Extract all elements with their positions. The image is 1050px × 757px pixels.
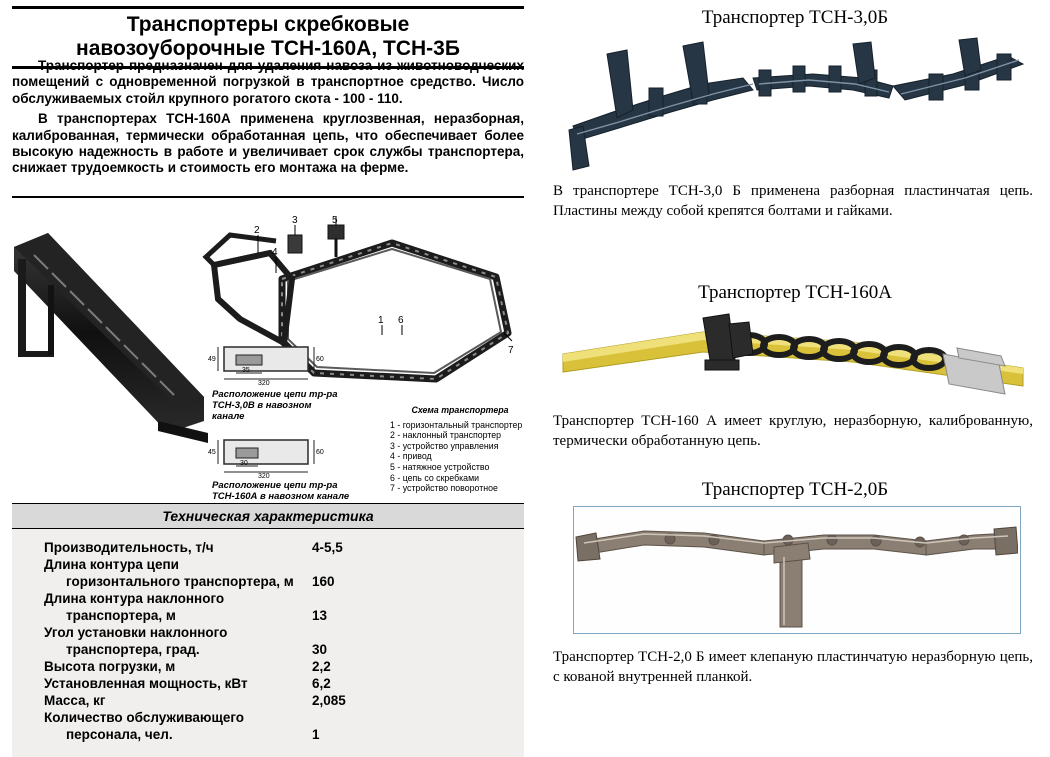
svg-text:320: 320 — [258, 473, 270, 478]
drawings-area — [0, 205, 535, 502]
table-body — [12, 529, 524, 757]
technical-specs-table — [12, 503, 524, 757]
photo-tsn160a — [553, 308, 1037, 408]
svg-text:3: 3 — [292, 215, 298, 226]
spec-value: 6,2 — [312, 676, 331, 691]
table-row — [12, 539, 524, 556]
chain-section-drawing-1 — [206, 337, 326, 390]
spec-label: Длина контура наклонного — [44, 591, 225, 606]
legend-item: 2 - наклонный транспортер — [390, 430, 502, 441]
svg-text:2: 2 — [254, 225, 260, 236]
photo-title-tsn30b: Транспортер ТСН-3,0Б — [701, 7, 889, 28]
spec-value: 2,2 — [312, 659, 331, 674]
spec-value: 2,085 — [312, 693, 346, 708]
photo-tsn30b — [553, 34, 1037, 174]
svg-text:6: 6 — [398, 315, 404, 326]
table-row — [12, 675, 524, 692]
photo-tsn20b — [573, 506, 1021, 634]
spec-label: Производительность, т/ч — [44, 540, 214, 555]
caption-chain-tsn160a: Расположение цепи тр-ра ТСН-160А в навозном канале — [212, 480, 350, 502]
spec-value: 160 — [312, 574, 335, 589]
legend-item: 5 - натяжное устройство — [390, 461, 490, 472]
left-column — [0, 0, 535, 742]
legend-title: Схема транспортера — [411, 405, 509, 415]
spec-label: Угол установки наклонного — [44, 625, 228, 640]
right-column — [535, 0, 1050, 738]
intro-paragraph-2: В транспортерах ТСН-160А применена круглозвенная, неразборная, калиброванная, термически обработанная цепь, что обеспечивает более высокую надежность в работе и увеличивает срок службы транспортера, снижает трудоемкость и стоимость его монтажа на ферме. — [12, 111, 524, 176]
photo-caption-tsn30b: В транспортере ТСН-3,0 Б применена разборная пластинчатая цепь. Пластины между собой крепятся болтами и гайками. — [553, 183, 1033, 219]
photo-title-tsn20b: Транспортер ТСН-2,0Б — [701, 479, 889, 500]
table-header: Техническая характеристика — [12, 503, 524, 529]
spec-label-cont: персонала, чел. — [66, 727, 173, 742]
intro-text — [12, 58, 524, 181]
chain-section-drawing-2 — [206, 430, 326, 483]
spec-value: 13 — [312, 608, 328, 623]
intro-paragraph-1: Транспортер предназначен для удаления навоза из животноводческих помещений с одновременной погрузкой в транспортное средство. Число обслуживаемых стойл крупного рогатого скота - 100 - 110. — [12, 58, 524, 106]
table-row — [12, 658, 524, 675]
table-row — [12, 556, 524, 590]
title-line-2: навозоуборочные ТСН-160А, ТСН-3Б — [76, 37, 460, 60]
spec-value: 30 — [312, 642, 328, 657]
svg-text:7: 7 — [508, 345, 514, 356]
spec-label: Высота погрузки, м — [44, 659, 176, 674]
svg-text:60: 60 — [316, 449, 324, 456]
legend-item: 7 - устройство поворотное — [390, 483, 498, 494]
spec-label: Установленная мощность, кВт — [44, 676, 248, 691]
spec-label-cont: горизонтального транспортера, м — [66, 574, 294, 589]
svg-text:45: 45 — [208, 449, 216, 456]
svg-text:5: 5 — [332, 215, 338, 226]
svg-text:49: 49 — [208, 356, 216, 363]
table-row — [12, 590, 524, 624]
legend-item: 4 - привод — [390, 451, 432, 462]
title-line-1: Транспортеры скребковые — [126, 13, 410, 36]
scheme-legend — [390, 405, 530, 494]
svg-text:1: 1 — [378, 315, 384, 326]
spec-value: 4-5,5 — [312, 540, 343, 555]
photo-title-tsn160a: Транспортер ТСН-160А — [698, 282, 892, 303]
spec-label: Количество обслуживающего — [44, 710, 245, 725]
photo-caption-tsn20b: Транспортер ТСН-2,0 Б имеет клепаную пластинчатую неразборную цепь, с кованой внутренней планкой. — [553, 649, 1033, 685]
spec-label-cont: транспортера, град. — [66, 642, 200, 657]
table-row — [12, 692, 524, 709]
spec-label: Масса, кг — [44, 693, 106, 708]
legend-item: 3 - устройство управления — [390, 440, 499, 451]
svg-text:320: 320 — [258, 380, 270, 385]
svg-text:35: 35 — [242, 367, 250, 374]
inclined-conveyor-illustration — [8, 225, 218, 455]
legend-item: 6 - цепь со скребками — [390, 472, 480, 483]
table-row — [12, 624, 524, 658]
svg-text:30: 30 — [240, 460, 248, 467]
spec-label-cont: транспортера, м — [66, 608, 176, 623]
svg-text:60: 60 — [316, 356, 324, 363]
svg-text:4: 4 — [272, 247, 278, 258]
spec-value: 1 — [312, 727, 320, 742]
legend-item: 1 - горизонтальный транспортер — [390, 419, 523, 430]
photo-caption-tsn160a: Транспортер ТСН-160 А имеет круглую, неразборную, калиброванную, термически обработанную цепь. — [553, 413, 1033, 449]
spec-label: Длина контура цепи — [44, 557, 179, 572]
divider-rule — [12, 196, 524, 198]
caption-chain-tsn30v: Расположение цепи тр-ра ТСН-3,0В в навозном канале — [212, 389, 338, 422]
